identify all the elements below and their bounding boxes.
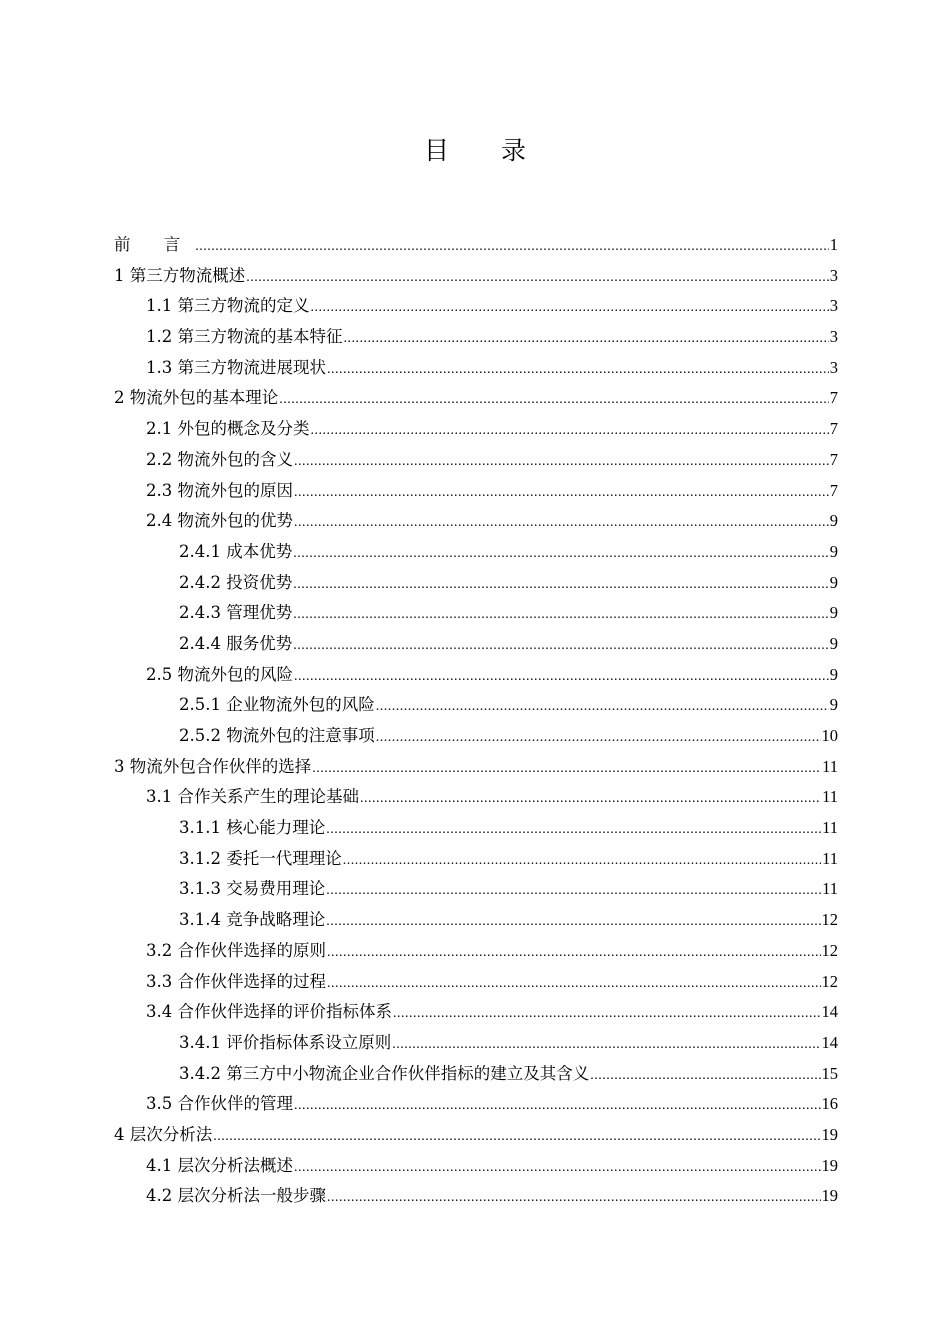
toc-entry[interactable] [114, 905, 838, 936]
toc-entry-title: 4 层次分析法 [114, 1124, 213, 1144]
toc-leader-dots [213, 1122, 820, 1153]
toc-entry-page: 7 [829, 480, 838, 500]
toc-entry-title: 2.4 物流外包的优势 [146, 511, 293, 531]
toc-entry-page: 9 [829, 572, 838, 592]
toc-leader-dots [327, 355, 829, 386]
toc-entry[interactable] [114, 322, 838, 353]
toc-entry[interactable] [114, 230, 838, 261]
toc-leader-dots [293, 600, 829, 631]
toc-entry-page: 7 [829, 388, 838, 408]
toc-entry[interactable] [114, 261, 838, 292]
toc-entry-title: 3.4 合作伙伴选择的评价指标体系 [146, 1002, 392, 1022]
toc-entry-page: 9 [829, 664, 838, 684]
toc-entry-title: 2.5.1 企业物流外包的风险 [179, 695, 375, 715]
toc-entry[interactable] [114, 967, 838, 998]
toc-leader-dots [293, 631, 829, 662]
toc-entry-title: 3.4.1 评价指标体系设立原则 [179, 1032, 392, 1052]
toc-entry-title: 2.4.1 成本优势 [179, 541, 293, 561]
toc-entry-page: 11 [822, 848, 838, 868]
toc-leader-dots [326, 815, 821, 846]
toc-entry-title: 2.4.3 管理优势 [179, 603, 293, 623]
toc-entry-title: 3.1.2 委托一代理理论 [179, 848, 342, 868]
toc-entry-title: 3 物流外包合作伙伴的选择 [114, 756, 312, 776]
toc-leader-dots [246, 263, 829, 294]
toc-entry-page: 1 [829, 235, 838, 254]
toc-leader-dots [327, 1183, 821, 1214]
toc-entry[interactable] [114, 782, 838, 813]
toc-entry[interactable] [114, 291, 838, 322]
toc-entry[interactable] [114, 874, 838, 905]
toc-entry-title: 2.1 外包的概念及分类 [146, 419, 310, 439]
toc-entry[interactable] [114, 660, 838, 691]
toc-entry-page: 3 [829, 296, 838, 316]
toc-entry-title: 前 言 [114, 235, 195, 254]
toc-entry-title: 4.1 层次分析法概述 [146, 1155, 293, 1175]
toc-entry-page: 14 [821, 1002, 838, 1022]
toc-entry-page: 3 [829, 265, 838, 285]
toc-leader-dots [311, 416, 829, 447]
toc-entry-page: 9 [829, 603, 838, 623]
toc-entry-page: 19 [821, 1124, 838, 1144]
toc-entry[interactable] [114, 445, 838, 476]
toc-entry-page: 9 [829, 541, 838, 561]
toc-leader-dots [279, 385, 829, 416]
toc-entry-page: 9 [829, 511, 838, 531]
toc-entry-page: 11 [822, 756, 838, 776]
toc-entry-page: 11 [822, 787, 838, 807]
toc-entry-title: 3.1.4 竞争战略理论 [179, 910, 326, 930]
page-title: 目 录 [424, 136, 548, 165]
toc-entry-page: 19 [821, 1186, 838, 1206]
toc-entry[interactable] [114, 936, 838, 967]
toc-leader-dots [293, 570, 829, 601]
toc-entry-page: 12 [821, 971, 838, 991]
toc-entry[interactable] [114, 414, 838, 445]
toc-entry-title: 2.4.2 投资优势 [179, 572, 293, 592]
toc-leader-dots [344, 324, 829, 355]
toc-entry[interactable] [114, 598, 838, 629]
toc-entry-title: 2.3 物流外包的原因 [146, 480, 293, 500]
toc-leader-dots [376, 692, 829, 723]
toc-entry[interactable] [114, 997, 838, 1028]
toc-entry-title: 3.5 合作伙伴的管理 [146, 1094, 293, 1114]
toc-entry-page: 12 [821, 940, 838, 960]
toc-entry-title: 2.5.2 物流外包的注意事项 [179, 726, 375, 745]
toc-leader-dots [393, 999, 821, 1030]
toc-entry-page: 11 [822, 818, 838, 838]
toc-entry-page: 14 [821, 1032, 838, 1052]
toc-entry[interactable] [114, 1181, 838, 1212]
toc-entry[interactable] [114, 690, 838, 721]
table-of-contents [114, 230, 838, 1212]
toc-entry-title: 3.3 合作伙伴选择的过程 [146, 971, 326, 991]
toc-leader-dots [392, 1030, 820, 1061]
toc-leader-dots [294, 447, 829, 478]
toc-entry[interactable] [114, 1089, 838, 1120]
toc-leader-dots [293, 539, 829, 570]
toc-entry-page: 9 [829, 695, 838, 715]
toc-entry-title: 1.2 第三方物流的基本特征 [146, 327, 343, 347]
toc-leader-dots [327, 969, 821, 1000]
toc-entry-title: 3.1.1 核心能力理论 [179, 818, 326, 838]
toc-entry-title: 2 物流外包的基本理论 [114, 388, 279, 408]
toc-entry[interactable] [114, 353, 838, 384]
toc-entry[interactable] [114, 752, 838, 783]
toc-entry-page: 7 [829, 449, 838, 469]
toc-entry-title: 3.1.3 交易费用理论 [179, 879, 326, 899]
toc-leader-dots [294, 1091, 821, 1122]
toc-entry[interactable] [114, 813, 838, 844]
toc-entry-title: 3.2 合作伙伴选择的原则 [146, 940, 326, 960]
toc-leader-dots [294, 478, 829, 509]
toc-entry[interactable] [114, 1151, 838, 1182]
toc-entry[interactable] [114, 383, 838, 414]
toc-entry-title: 4.2 层次分析法一般步骤 [146, 1186, 326, 1206]
toc-entry-title: 2.4.4 服务优势 [179, 633, 293, 653]
toc-leader-dots [312, 754, 821, 785]
toc-leader-dots [590, 1061, 820, 1092]
toc-leader-dots [294, 1153, 821, 1184]
toc-entry-title: 1 第三方物流概述 [114, 265, 246, 285]
toc-entry[interactable] [114, 844, 838, 875]
toc-entry-page: 3 [829, 357, 838, 377]
toc-leader-dots [294, 508, 829, 539]
toc-entry-title: 3.4.2 第三方中小物流企业合作伙伴指标的建立及其含义 [179, 1063, 590, 1083]
toc-entry-title: 1.1 第三方物流的定义 [146, 296, 310, 316]
toc-entry[interactable] [114, 1059, 838, 1090]
toc-entry[interactable] [114, 721, 838, 752]
toc-entry[interactable] [114, 568, 838, 599]
toc-entry-page: 11 [822, 879, 838, 899]
toc-leader-dots [326, 876, 821, 907]
toc-entry-page: 10 [821, 726, 838, 745]
toc-entry-title: 2.2 物流外包的含义 [146, 449, 293, 469]
toc-leader-dots [327, 938, 821, 969]
toc-leader-dots [360, 784, 821, 815]
toc-entry-page: 15 [821, 1063, 838, 1083]
toc-entry-title: 3.1 合作关系产生的理论基础 [146, 787, 359, 807]
toc-entry-page: 3 [829, 327, 838, 347]
toc-leader-dots [343, 846, 821, 877]
toc-entry[interactable] [114, 1120, 838, 1151]
toc-leader-dots [311, 293, 829, 324]
toc-entry-title: 2.5 物流外包的风险 [146, 664, 293, 684]
toc-entry[interactable] [114, 629, 838, 660]
toc-entry[interactable] [114, 476, 838, 507]
toc-entry-page: 7 [829, 419, 838, 439]
toc-entry-page: 19 [821, 1155, 838, 1175]
toc-entry-page: 9 [829, 633, 838, 653]
toc-leader-dots [326, 907, 820, 938]
toc-entry[interactable] [114, 506, 838, 537]
toc-entry-page: 16 [821, 1094, 838, 1114]
toc-entry-title: 1.3 第三方物流进展现状 [146, 357, 326, 377]
toc-leader-dots [294, 662, 829, 693]
toc-entry[interactable] [114, 537, 838, 568]
toc-entry-page: 12 [821, 910, 838, 930]
toc-entry[interactable] [114, 1028, 838, 1059]
toc-leader-dots [195, 232, 829, 263]
toc-leader-dots [376, 723, 821, 754]
